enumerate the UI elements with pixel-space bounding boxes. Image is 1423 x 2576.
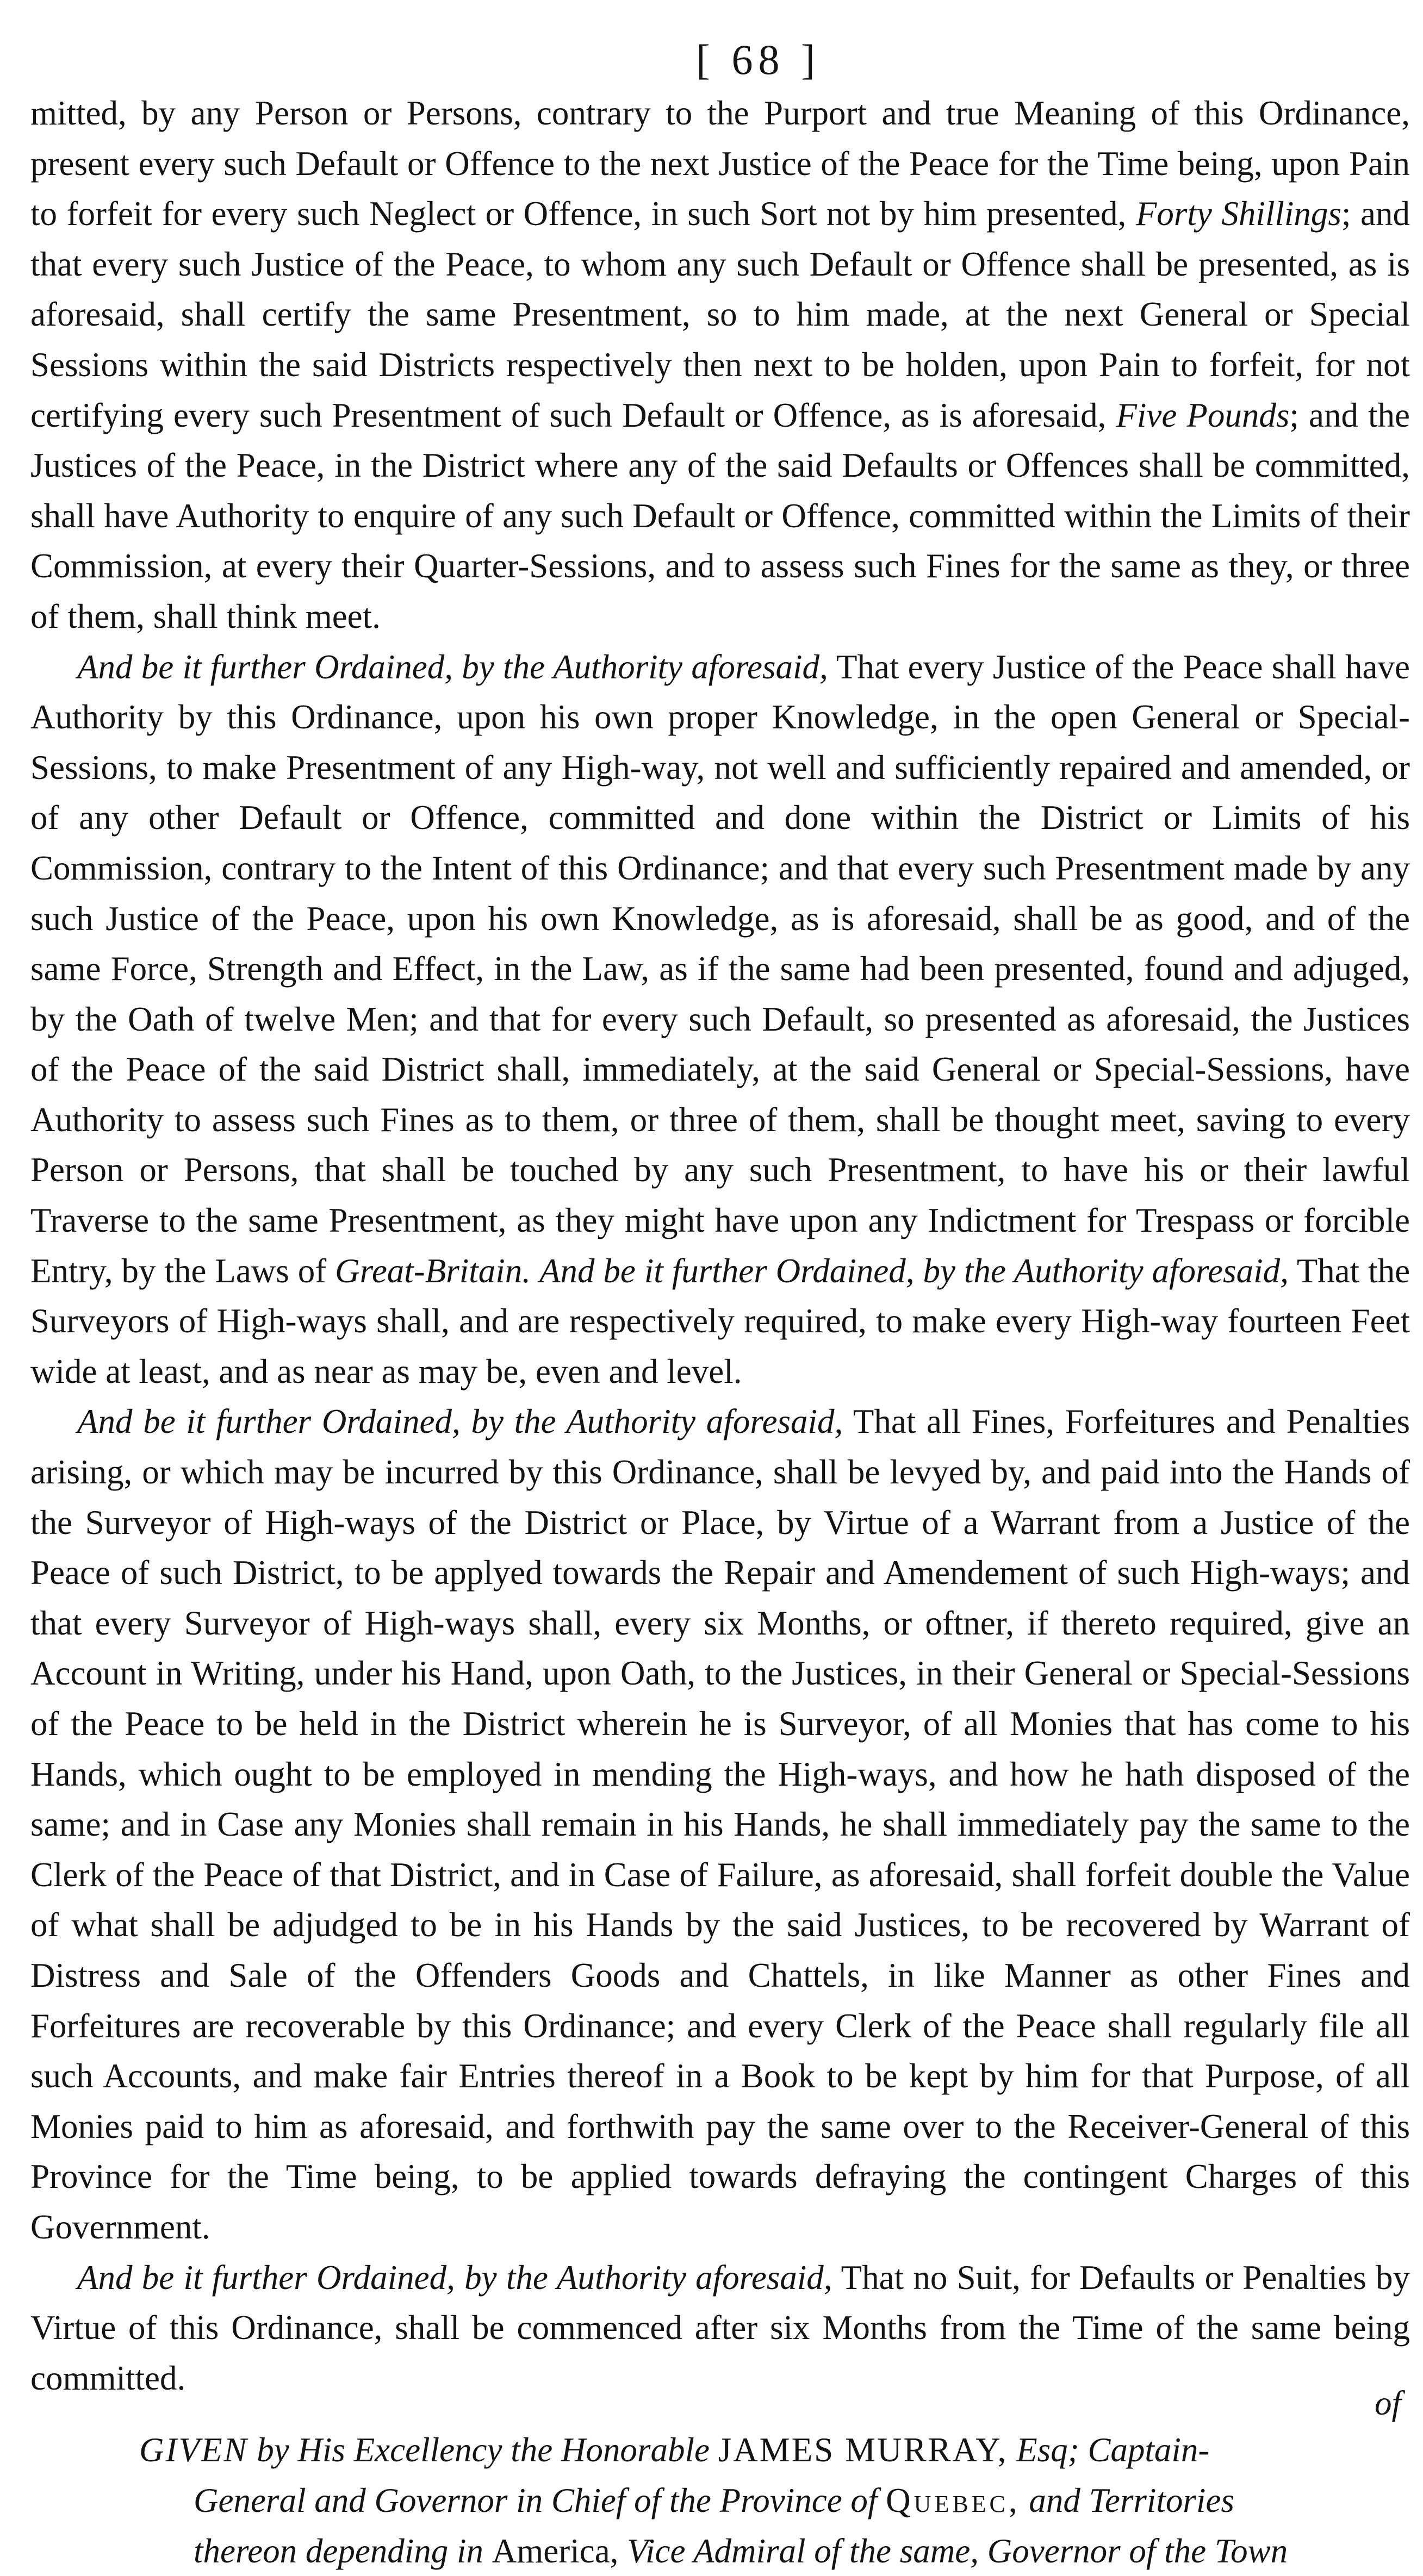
paragraph bbox=[30, 1396, 1410, 2252]
given-clause bbox=[30, 2425, 1410, 2576]
text-run: That every Justice of the Peace shall have Authority by this Ordinance, upon his own proper Knowledge, in the open General or Special-Sessions, to make Presentment of any High-way, not well and sufficiently repaired and amended, or of any other Default or Offence, committed and done within the District or Limits of his Commission, contrary to the Intent of this Ordinance; and that every such Presentment made by any such Justice of the Peace, upon his own Knowledge, as is aforesaid, shall be as good, and of the same Force, Strength and Effect, in the Law, as if the same had been presented, found and adjuged, by the Oath of twelve Men; and that for every such Default, so presented as aforesaid, the Justices of the Peace of the said District shall, immediately, at the said General or Special-Sessions, have Authority to assess such Fines as to them, or three of them, shall be thought meet, saving to every Person or Persons, that shall be touched by any such Presentment, to have his or their lawful Traverse to the same Presentment, as they might have upon any Indictment for Trespass or forcible Entry, by the Laws of bbox=[30, 648, 1410, 1290]
text-run: That all Fines, Forfeitures and Penalties arising, or which may be incurred by this Ordinance, shall be levyed by, and paid into the Hands of the Surveyor of High-ways of the District or Place, by Virtue of a Warrant from a Justice of the Peace of such District, to be applyed towards the Repair and Amendement of such High-ways; and that every Surveyor of High-ways shall, every six Months, or oftner, if thereto required, give an Account in Writing, under his Hand, upon Oath, to the Justices, in their General or Special-Sessions of the Peace to be held in the District wherein he is Surveyor, of all Monies that has come to his Hands, which ought to be employed in mending the High-ways, and how he hath disposed of the same; and in Case any Monies shall remain in his Hands, he shall immediately pay the same to the Clerk of the Peace of that District, and in Case of Failure, as aforesaid, shall forfeit double the Value of what shall be adjudged to be in his Hands by the said Justices, to be recovered by Warrant of Distress and Sale of the Offenders Goods and Chattels, in like Manner as other Fines and Forfeitures are recoverable by this Ordinance; and every Clerk of the Peace shall regularly file all such Accounts, and make fair Entries thereof in a Book to be kept by him for that Purpose, of all Monies paid to him as aforesaid, and forthwith pay the same over to the Receiver-General of this Province for the Time being, to be applied towards defraying the contingent Charges of this Government. bbox=[30, 1402, 1410, 2246]
catchword: of bbox=[1375, 2384, 1401, 2423]
text-run: mitted, by any Person or Persons, contrary to the Purport and true Meaning of this Ordinance, present every such Default or Offence to the next Justice of the Peace for the Time being, upon Pain to forfeit for every such Neglect or Offence, in such Sort not by him presented, bbox=[30, 94, 1410, 233]
text-run: and Territories bbox=[1021, 2481, 1234, 2519]
text-run: Forty Shillings bbox=[1136, 195, 1341, 233]
text-run: GIVEN bbox=[139, 2431, 248, 2469]
text-run: ; and that every such Justice of the Peace, to whom any such Default or Offence shall be presented, as is aforesaid, shall certify the same Presentment, so to him made, at the next General or Special Sessions within the said Districts respectively then next to be holden, upon Pain to forfeit, for not certifying every such Presentment of such Default or Offence, as is aforesaid, bbox=[30, 195, 1410, 434]
text-run: And be it further Ordained, by the Authority aforesaid, bbox=[539, 1252, 1289, 1290]
ordinance-text bbox=[30, 88, 1410, 2403]
text-run: Great-Britain. bbox=[335, 1252, 531, 1290]
text-run: Five Pounds bbox=[1116, 396, 1289, 434]
text-run: thereon depending in bbox=[194, 2532, 492, 2570]
text-run bbox=[531, 1252, 539, 1290]
text-run: And be it further Ordained, by the Authority aforesaid, bbox=[77, 1402, 843, 1440]
text-run: Esq; Captain- bbox=[1008, 2431, 1209, 2469]
text-run: General and Governor in Chief of the Province of bbox=[194, 2481, 886, 2519]
text-run: Vice Admiral of the same, Governor of the Town bbox=[618, 2532, 1288, 2570]
paragraph bbox=[30, 88, 1410, 642]
paragraph bbox=[30, 2253, 1410, 2404]
text-run: That no Suit, for Defaults or Penalties by Virtue of this Ordinance, shall be commenced after six Months from the Time of the same being committed. bbox=[30, 2259, 1410, 2397]
page-number: [ 68 ] bbox=[30, 33, 1410, 87]
text-run: That the Surveyors of High-ways shall, and are respectively required, to make every High-way fourteen Feet wide at least, and as near as may be, even and level. bbox=[30, 1252, 1410, 1390]
text-run: And be it further Ordained, by the Authority aforesaid, bbox=[77, 648, 828, 686]
given-line-2 bbox=[139, 2475, 1410, 2526]
given-line-3 bbox=[139, 2526, 1410, 2576]
text-run: America, bbox=[492, 2532, 619, 2570]
text-run: And be it further Ordained, by the Authority aforesaid, bbox=[77, 2259, 832, 2297]
text-run: ; and the Justices of the Peace, in the District where any of the said Defaults or Offences shall be committed, shall have Authority to enquire of any such Default or Offence, committed within the Limits of their Commission, at every their Quarter-Sessions, and to assess such Fines for the same as they, or three of them, shall think meet. bbox=[30, 396, 1410, 635]
paragraph bbox=[30, 642, 1410, 1397]
text-run: JAMES MURRAY, bbox=[718, 2431, 1008, 2469]
text-run: Quebec, bbox=[886, 2481, 1020, 2519]
text-run: by His Excellency the Honorable bbox=[248, 2431, 718, 2469]
given-line-1 bbox=[139, 2425, 1410, 2475]
